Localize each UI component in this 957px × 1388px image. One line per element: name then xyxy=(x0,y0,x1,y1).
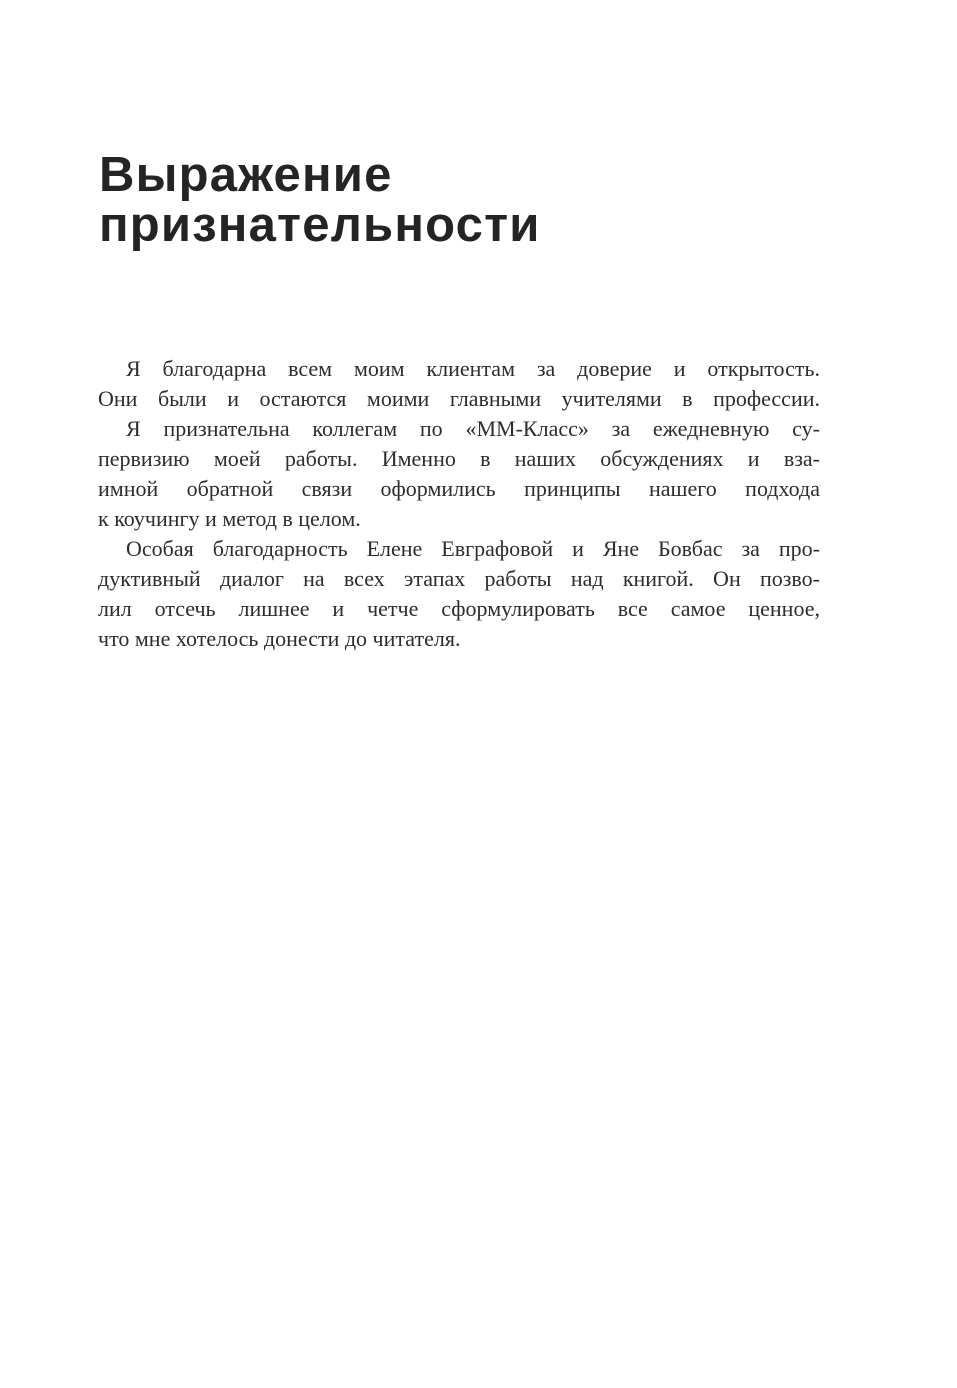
text-line: Особая благодарность Елене Евграфовой и Яне Бовбас за про- xyxy=(126,536,820,561)
chapter-title xyxy=(99,150,541,250)
paragraph xyxy=(98,414,820,534)
chapter-title-line-2: признательности xyxy=(99,198,541,252)
text-line: лил отсечь лишнее и четче сформулировать все самое ценное, xyxy=(98,596,820,621)
text-line: Они были и остаются моими главными учителями в профессии. xyxy=(98,386,820,411)
text-line: дуктивный диалог на всех этапах работы над книгой. Он позво- xyxy=(98,566,820,591)
text-line: Я признательна коллегам по «ММ-Класс» за ежедневную су- xyxy=(126,416,820,441)
text-line: имной обратной связи оформились принципы нашего подхода xyxy=(98,476,820,501)
body-text xyxy=(98,354,820,654)
paragraph xyxy=(98,534,820,654)
chapter-title-line-1: Выражение xyxy=(99,148,393,202)
paragraph xyxy=(98,354,820,414)
text-line: первизию моей работы. Именно в наших обсуждениях и вза- xyxy=(98,446,820,471)
text-line: к коучингу и метод в целом. xyxy=(98,506,361,531)
text-line: что мне хотелось донести до читателя. xyxy=(98,626,461,651)
text-line: Я благодарна всем моим клиентам за доверие и открытость. xyxy=(126,356,820,381)
